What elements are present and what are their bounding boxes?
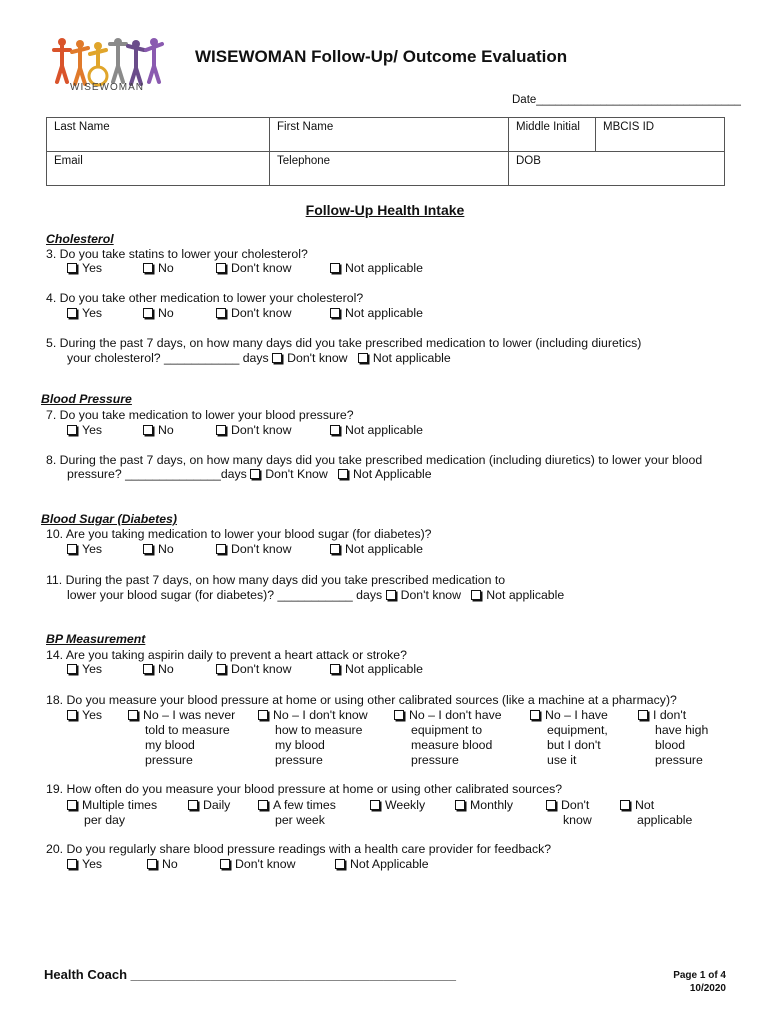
q3-no[interactable]: No bbox=[143, 261, 174, 275]
checkbox-icon bbox=[272, 353, 282, 363]
page-number: Page 1 of 4 bbox=[673, 970, 726, 981]
logo-text: WISEWOMAN bbox=[70, 82, 144, 93]
blood-sugar-heading: Blood Sugar (Diabetes) bbox=[41, 512, 177, 526]
checkbox-icon bbox=[216, 425, 226, 435]
question-20: 20. Do you regularly share blood pressure readings with a health care provider for feedback? bbox=[46, 842, 552, 856]
question-18: 18. Do you measure your blood pressure at home or using other calibrated sources (like a machine at a pharmacy)? bbox=[46, 693, 677, 707]
checkbox-icon bbox=[330, 263, 340, 273]
q7-yes[interactable]: Yes bbox=[67, 423, 102, 437]
page-title: WISEWOMAN Follow-Up/ Outcome Evaluation bbox=[195, 47, 568, 66]
checkbox-icon bbox=[546, 800, 556, 810]
checkbox-icon bbox=[188, 800, 198, 810]
checkbox-icon bbox=[394, 710, 404, 720]
checkbox-icon bbox=[216, 308, 226, 318]
checkbox-icon bbox=[330, 308, 340, 318]
checkbox-icon bbox=[67, 544, 77, 554]
checkbox-icon bbox=[338, 469, 348, 479]
checkbox-icon bbox=[330, 544, 340, 554]
telephone-field[interactable]: Telephone bbox=[270, 152, 509, 186]
q10-dont-know[interactable]: Don't know bbox=[216, 542, 291, 556]
q7-no[interactable]: No bbox=[143, 423, 174, 437]
checkbox-icon bbox=[67, 425, 77, 435]
checkbox-icon bbox=[67, 800, 77, 810]
checkbox-icon bbox=[471, 590, 481, 600]
checkbox-icon bbox=[67, 710, 77, 720]
q18-have-equipment[interactable]: No – I have equipment, but I don't use it bbox=[530, 708, 608, 768]
q19-weekly[interactable]: Weekly bbox=[370, 798, 425, 813]
dob-field[interactable]: DOB bbox=[509, 152, 725, 186]
checkbox-icon bbox=[143, 664, 153, 674]
q19-monthly[interactable]: Monthly bbox=[455, 798, 513, 813]
q4-dont-know[interactable]: Don't know bbox=[216, 306, 291, 320]
checkbox-icon bbox=[358, 353, 368, 363]
blood-pressure-heading: Blood Pressure bbox=[41, 392, 132, 406]
checkbox-icon bbox=[638, 710, 648, 720]
checkbox-icon bbox=[143, 544, 153, 554]
question-5: 5. During the past 7 days, on how many days did you take prescribed medication to lower (including diuretics) bbox=[46, 336, 642, 350]
q18-dont-know-how[interactable]: No – I don't know how to measure my blood pressure bbox=[258, 708, 368, 768]
q20-yes[interactable]: Yes bbox=[67, 857, 102, 871]
first-name-field[interactable]: First Name bbox=[270, 118, 509, 152]
checkbox-icon bbox=[250, 469, 260, 479]
question-7: 7. Do you take medication to lower your blood pressure? bbox=[46, 408, 354, 422]
q14-no[interactable]: No bbox=[143, 662, 174, 676]
q8-not-applicable[interactable]: Not Applicable bbox=[338, 467, 432, 481]
question-19: 19. How often do you measure your blood pressure at home or using other calibrated sources? bbox=[46, 782, 563, 796]
q14-yes[interactable]: Yes bbox=[67, 662, 102, 676]
mbcis-id-field[interactable]: MBCIS ID bbox=[596, 118, 725, 152]
q3-yes[interactable]: Yes bbox=[67, 261, 102, 275]
cholesterol-heading: Cholesterol bbox=[46, 232, 114, 246]
checkbox-icon bbox=[530, 710, 540, 720]
question-4: 4. Do you take other medication to lower your cholesterol? bbox=[46, 291, 364, 305]
checkbox-icon bbox=[147, 859, 157, 869]
intake-title: Follow-Up Health Intake bbox=[305, 202, 465, 218]
q10-no[interactable]: No bbox=[143, 542, 174, 556]
middle-initial-field[interactable]: Middle Initial bbox=[509, 118, 596, 152]
checkbox-icon bbox=[370, 800, 380, 810]
q20-dont-know[interactable]: Don't know bbox=[220, 857, 295, 871]
q20-not-applicable[interactable]: Not Applicable bbox=[335, 857, 429, 871]
q19-multiple-times[interactable]: Multiple times per day bbox=[67, 798, 157, 828]
checkbox-icon bbox=[128, 710, 138, 720]
q5-not-applicable[interactable]: Not applicable bbox=[358, 351, 451, 365]
checkbox-icon bbox=[216, 263, 226, 273]
q20-no[interactable]: No bbox=[147, 857, 178, 871]
q19-not-applicable[interactable]: Not applicable bbox=[620, 798, 692, 828]
question-5-line2: your cholesterol? ___________ days Don't know Not applicable bbox=[67, 351, 451, 365]
checkbox-icon bbox=[258, 800, 268, 810]
page-footer bbox=[673, 969, 726, 995]
q4-yes[interactable]: Yes bbox=[67, 306, 102, 320]
checkbox-icon bbox=[386, 590, 396, 600]
health-coach-field[interactable]: Health Coach _____________________________________________ bbox=[44, 967, 457, 982]
email-field[interactable]: Email bbox=[47, 152, 270, 186]
q18-yes[interactable]: Yes bbox=[67, 708, 102, 723]
q19-few-times-week[interactable]: A few times per week bbox=[258, 798, 336, 828]
checkbox-icon bbox=[330, 664, 340, 674]
checkbox-icon bbox=[143, 308, 153, 318]
checkbox-icon bbox=[143, 425, 153, 435]
q14-dont-know[interactable]: Don't know bbox=[216, 662, 291, 676]
q7-dont-know[interactable]: Don't know bbox=[216, 423, 291, 437]
q3-not-applicable[interactable]: Not applicable bbox=[330, 261, 423, 275]
q7-not-applicable[interactable]: Not applicable bbox=[330, 423, 423, 437]
question-3: 3. Do you take statins to lower your cholesterol? bbox=[46, 247, 308, 261]
question-14: 14. Are you taking aspirin daily to prevent a heart attack or stroke? bbox=[46, 648, 407, 662]
q10-not-applicable[interactable]: Not applicable bbox=[330, 542, 423, 556]
checkbox-icon bbox=[143, 263, 153, 273]
checkbox-icon bbox=[330, 425, 340, 435]
q3-dont-know[interactable]: Don't know bbox=[216, 261, 291, 275]
q18-never-told[interactable]: No – I was never told to measure my blood pressure bbox=[128, 708, 235, 768]
checkbox-icon bbox=[67, 308, 77, 318]
q11-dont-know[interactable]: Don't know bbox=[386, 588, 461, 602]
checkbox-icon bbox=[216, 664, 226, 674]
q18-no-high-bp[interactable]: I don't have high blood pressure bbox=[638, 708, 708, 768]
checkbox-icon bbox=[258, 710, 268, 720]
checkbox-icon bbox=[67, 263, 77, 273]
q19-daily[interactable]: Daily bbox=[188, 798, 230, 813]
participant-info-table bbox=[46, 117, 725, 186]
question-11-line2: lower your blood sugar (for diabetes)? ___________ days Don't know Not applicable bbox=[67, 588, 565, 602]
checkbox-icon bbox=[216, 544, 226, 554]
checkbox-icon bbox=[220, 859, 230, 869]
checkbox-icon bbox=[67, 859, 77, 869]
q8-dont-know[interactable]: Don't Know bbox=[250, 467, 328, 481]
checkbox-icon bbox=[335, 859, 345, 869]
checkbox-icon bbox=[620, 800, 630, 810]
q4-no[interactable]: No bbox=[143, 306, 174, 320]
date-field[interactable]: Date________________________________ bbox=[512, 94, 741, 106]
question-10: 10. Are you taking medication to lower your blood sugar (for diabetes)? bbox=[46, 527, 432, 541]
q5-dont-know[interactable]: Don't know bbox=[272, 351, 347, 365]
q11-not-applicable[interactable]: Not applicable bbox=[471, 588, 564, 602]
q19-dont-know[interactable]: Don't know bbox=[546, 798, 592, 828]
q10-yes[interactable]: Yes bbox=[67, 542, 102, 556]
q14-not-applicable[interactable]: Not applicable bbox=[330, 662, 423, 676]
question-11: 11. During the past 7 days, on how many days did you take prescribed medication to bbox=[46, 573, 506, 587]
bp-measurement-heading: BP Measurement bbox=[46, 632, 146, 646]
last-name-field[interactable]: Last Name bbox=[47, 118, 270, 152]
checkbox-icon bbox=[455, 800, 465, 810]
question-8: 8. During the past 7 days, on how many days did you take prescribed medication (including diuretics) to lower your blood bbox=[46, 453, 703, 467]
question-8-line2: pressure? ______________days Don't Know Not Applicable bbox=[67, 467, 432, 481]
q4-not-applicable[interactable]: Not applicable bbox=[330, 306, 423, 320]
q18-no-equipment[interactable]: No – I don't have equipment to measure blood pressure bbox=[394, 708, 502, 768]
form-date: 10/2020 bbox=[689, 983, 726, 994]
checkbox-icon bbox=[67, 664, 77, 674]
